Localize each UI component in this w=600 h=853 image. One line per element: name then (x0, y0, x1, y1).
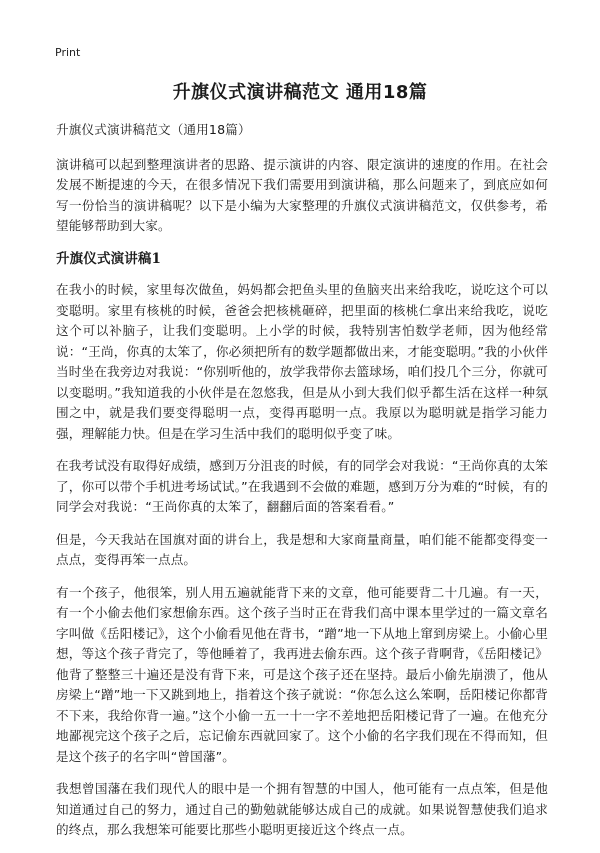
section-heading: 升旗仪式演讲稿1 (56, 250, 162, 267)
intro-paragraph: 演讲稿可以起到整理演讲者的思路、提示演讲的内容、限定演讲的速度的作用。在社会发展不断提速的今天，在很多情况下我们需要用到演讲稿，那么问题来了，到底应如何写一份恰当的演讲稿呢？以下是小编为大家整理的升旗仪式演讲稿范文，仅供参考，希望能够帮助到大家。 (56, 156, 548, 233)
body-paragraph: 在我考试没有取得好成绩，感到万分沮丧的时候，有的同学会对我说：“王尚你真的太笨了，你可以带个手机进考场试试。”在我遇到不会做的难题，感到万分为难的“时候，有的同学会对我说：“王尚你真的太笨了，翻翻后面的答案看看。” (56, 458, 548, 514)
body-paragraph: 但是，今天我站在国旗对面的讲台上，我是想和大家商量商量，咱们能不能都变得变一点点，变得再笨一点点。 (56, 531, 548, 567)
body-paragraph: 有一个孩子，他很笨，别人用五遍就能背下来的文章，他可能要背二十几遍。有一天，有一个小偷去他们家想偷东西。这个孩子当时正在背我们高中课本里学过的一篇文章名字叫做《岳阳楼记》，这个小偷看见他在背书，“蹭”地一下从地上窜到房梁上。小偷心里想，等这个孩子背完了，等他睡着了，我再进去偷东西。这个孩子背啊背，《岳阳楼记》他背了整整三十遍还是没有背下来，可是这个孩子还在坚持。最后小偷先崩溃了，他从房梁上“蹭”地一下又跳到地上，指着这个孩子就说：“你怎么这么笨啊，岳阳楼记你都背不下来，我给你背一遍。”这个小偷一五一十一字不差地把岳阳楼记背了一遍。在他充分地鄙视完这个孩子之后，忘记偷东西就回家了。这个小偷的名字我们现在不得而知，但是这个孩子的名字叫“曾国藩”。 (56, 584, 548, 764)
article-subtitle: 升旗仪式演讲稿范文（通用18篇） (56, 122, 251, 137)
article-body (56, 120, 548, 853)
print-link[interactable]: Print (55, 46, 81, 59)
page-title: 升旗仪式演讲稿范文 通用18篇 (172, 82, 428, 103)
body-paragraph: 在我小的时候，家里每次做鱼，妈妈都会把鱼头里的鱼脑夹出来给我吃，说吃这个可以变聪明。家里有核桃的时候，爸爸会把核桃砸碎，把里面的核桃仁拿出来给我吃，说吃这个可以补脑子，让我们变聪明。上小学的时候，我特别害怕数学老师，因为他经常说：“王尚，你真的太笨了，你必须把所有的数学题都做出来，才能变聪明。”我的小伙伴当时坐在我旁边对我说：“你别听他的，放学我带你去篮球场，咱们投几个三分，你就可以变聪明。”我知道我的小伙伴是在忽悠我，但是从小到大我们似乎都生活在这样一种氛围之中，就是我们要变得聪明一点，变得再聪明一点。我原以为聪明就是指学习能力强，理解能力快。但是在学习生活中我们的聪明似乎变了味。 (56, 282, 548, 441)
body-paragraph: 我想曾国藩在我们现代人的眼中是一个拥有智慧的中国人，他可能有一点点笨，但是他知道通过自己的努力，通过自己的勤勉就能够达成自己的成就。如果说智慧使我们追求的终点，那么我想笨可能要比那些小聪明更接近这个终点一点。 (56, 781, 548, 837)
